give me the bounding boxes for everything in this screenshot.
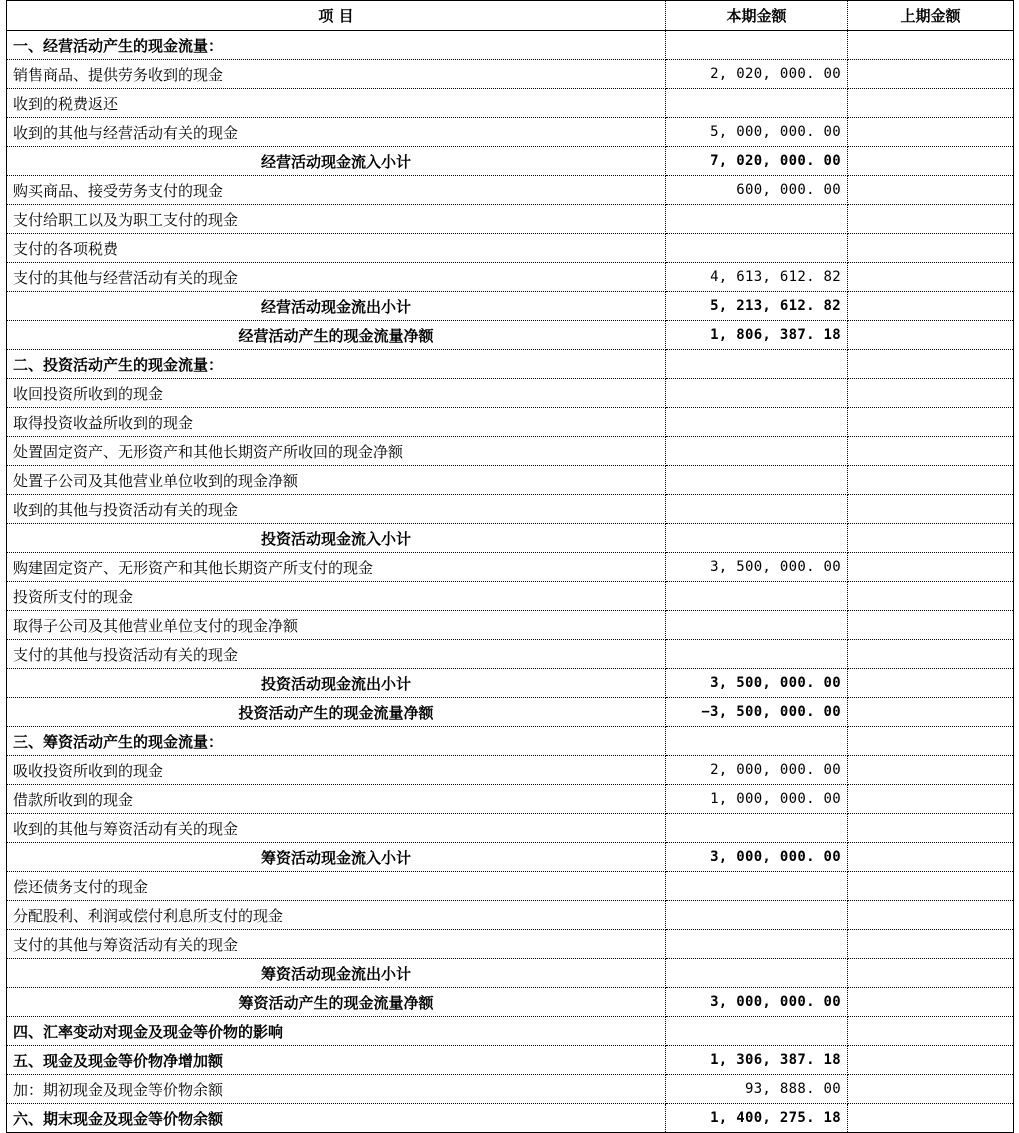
row-label: 六、期末现金及现金等价物余额 bbox=[7, 1104, 666, 1133]
row-current-amount: 5, 000, 000. 00 bbox=[666, 118, 848, 147]
row-label: 投资活动产生的现金流量净额 bbox=[7, 698, 666, 727]
row-current-amount: 600, 000. 00 bbox=[666, 176, 848, 205]
row-previous-amount bbox=[848, 640, 1014, 669]
table-row bbox=[7, 495, 1014, 524]
row-previous-amount bbox=[848, 263, 1014, 292]
row-previous-amount bbox=[848, 292, 1014, 321]
table-row bbox=[7, 176, 1014, 205]
row-previous-amount bbox=[848, 698, 1014, 727]
row-current-amount bbox=[666, 582, 848, 611]
row-label: 购建固定资产、无形资产和其他长期资产所支付的现金 bbox=[7, 553, 666, 582]
row-previous-amount bbox=[848, 234, 1014, 263]
row-previous-amount bbox=[848, 176, 1014, 205]
table-row bbox=[7, 321, 1014, 350]
row-previous-amount bbox=[848, 1046, 1014, 1075]
table-row bbox=[7, 553, 1014, 582]
row-previous-amount bbox=[848, 843, 1014, 872]
row-previous-amount bbox=[848, 756, 1014, 785]
row-current-amount bbox=[666, 872, 848, 901]
row-current-amount bbox=[666, 524, 848, 553]
table-row bbox=[7, 582, 1014, 611]
row-label: 五、现金及现金等价物净增加额 bbox=[7, 1046, 666, 1075]
table-row bbox=[7, 408, 1014, 437]
table-row bbox=[7, 1104, 1014, 1133]
row-label: 投资所支付的现金 bbox=[7, 582, 666, 611]
row-label: 偿还债务支付的现金 bbox=[7, 872, 666, 901]
row-current-amount bbox=[666, 901, 848, 930]
row-label: 吸收投资所收到的现金 bbox=[7, 756, 666, 785]
row-current-amount bbox=[666, 408, 848, 437]
table-row bbox=[7, 350, 1014, 379]
row-label: 加：期初现金及现金等价物余额 bbox=[7, 1075, 666, 1104]
table-row bbox=[7, 611, 1014, 640]
row-label: 筹资活动现金流入小计 bbox=[7, 843, 666, 872]
row-label: 经营活动产生的现金流量净额 bbox=[7, 321, 666, 350]
table-row bbox=[7, 437, 1014, 466]
row-previous-amount bbox=[848, 60, 1014, 89]
row-current-amount bbox=[666, 930, 848, 959]
table-header-row bbox=[7, 1, 1014, 31]
row-label: 二、投资活动产生的现金流量： bbox=[7, 350, 666, 379]
row-current-amount: 1, 000, 000. 00 bbox=[666, 785, 848, 814]
row-current-amount: −3, 500, 000. 00 bbox=[666, 698, 848, 727]
row-label: 支付的其他与筹资活动有关的现金 bbox=[7, 930, 666, 959]
row-current-amount: 3, 000, 000. 00 bbox=[666, 843, 848, 872]
row-current-amount: 1, 400, 275. 18 bbox=[666, 1104, 848, 1133]
row-current-amount: 1, 306, 387. 18 bbox=[666, 1046, 848, 1075]
row-label: 借款所收到的现金 bbox=[7, 785, 666, 814]
row-label: 收到的其他与筹资活动有关的现金 bbox=[7, 814, 666, 843]
row-current-amount bbox=[666, 959, 848, 988]
row-current-amount bbox=[666, 437, 848, 466]
table-row bbox=[7, 292, 1014, 321]
row-current-amount: 1, 806, 387. 18 bbox=[666, 321, 848, 350]
table-row bbox=[7, 901, 1014, 930]
row-previous-amount bbox=[848, 408, 1014, 437]
row-current-amount: 4, 613, 612. 82 bbox=[666, 263, 848, 292]
table-row bbox=[7, 669, 1014, 698]
row-current-amount: 5, 213, 612. 82 bbox=[666, 292, 848, 321]
row-label: 四、汇率变动对现金及现金等价物的影响 bbox=[7, 1017, 666, 1046]
row-current-amount: 7, 020, 000. 00 bbox=[666, 147, 848, 176]
column-header-previous-amount: 上期金额 bbox=[848, 1, 1014, 31]
row-previous-amount bbox=[848, 205, 1014, 234]
row-previous-amount bbox=[848, 379, 1014, 408]
row-label: 购买商品、接受劳务支付的现金 bbox=[7, 176, 666, 205]
row-previous-amount bbox=[848, 872, 1014, 901]
row-label: 收到的税费返还 bbox=[7, 89, 666, 118]
table-row bbox=[7, 843, 1014, 872]
row-label: 支付的其他与经营活动有关的现金 bbox=[7, 263, 666, 292]
table-row bbox=[7, 31, 1014, 60]
row-current-amount bbox=[666, 1017, 848, 1046]
row-current-amount bbox=[666, 205, 848, 234]
row-current-amount: 93, 888. 00 bbox=[666, 1075, 848, 1104]
table-row bbox=[7, 379, 1014, 408]
row-label: 筹资活动产生的现金流量净额 bbox=[7, 988, 666, 1017]
row-previous-amount bbox=[848, 727, 1014, 756]
row-previous-amount bbox=[848, 930, 1014, 959]
row-current-amount: 3, 000, 000. 00 bbox=[666, 988, 848, 1017]
row-previous-amount bbox=[848, 959, 1014, 988]
table-row bbox=[7, 727, 1014, 756]
table-row bbox=[7, 814, 1014, 843]
row-label: 收回投资所收到的现金 bbox=[7, 379, 666, 408]
row-label: 支付给职工以及为职工支付的现金 bbox=[7, 205, 666, 234]
row-previous-amount bbox=[848, 1017, 1014, 1046]
row-label: 支付的各项税费 bbox=[7, 234, 666, 263]
row-previous-amount bbox=[848, 466, 1014, 495]
row-current-amount bbox=[666, 234, 848, 263]
row-label: 支付的其他与投资活动有关的现金 bbox=[7, 640, 666, 669]
row-current-amount bbox=[666, 379, 848, 408]
row-label: 筹资活动现金流出小计 bbox=[7, 959, 666, 988]
table-row bbox=[7, 640, 1014, 669]
row-previous-amount bbox=[848, 321, 1014, 350]
row-previous-amount bbox=[848, 350, 1014, 379]
table-row bbox=[7, 118, 1014, 147]
table-row bbox=[7, 234, 1014, 263]
row-previous-amount bbox=[848, 31, 1014, 60]
column-header-current-amount: 本期金额 bbox=[666, 1, 848, 31]
row-previous-amount bbox=[848, 1104, 1014, 1133]
row-previous-amount bbox=[848, 669, 1014, 698]
row-label: 收到的其他与投资活动有关的现金 bbox=[7, 495, 666, 524]
row-label: 投资活动现金流入小计 bbox=[7, 524, 666, 553]
row-label: 三、筹资活动产生的现金流量： bbox=[7, 727, 666, 756]
table-row bbox=[7, 524, 1014, 553]
table-row bbox=[7, 1075, 1014, 1104]
row-current-amount bbox=[666, 611, 848, 640]
row-current-amount: 2, 020, 000. 00 bbox=[666, 60, 848, 89]
row-label: 处置固定资产、无形资产和其他长期资产所收回的现金净额 bbox=[7, 437, 666, 466]
table-row bbox=[7, 147, 1014, 176]
row-previous-amount bbox=[848, 814, 1014, 843]
row-label: 处置子公司及其他营业单位收到的现金净额 bbox=[7, 466, 666, 495]
table-row bbox=[7, 872, 1014, 901]
row-current-amount bbox=[666, 89, 848, 118]
row-label: 取得投资收益所收到的现金 bbox=[7, 408, 666, 437]
row-current-amount bbox=[666, 727, 848, 756]
row-label: 投资活动现金流出小计 bbox=[7, 669, 666, 698]
table-row bbox=[7, 466, 1014, 495]
table-row bbox=[7, 785, 1014, 814]
row-current-amount bbox=[666, 814, 848, 843]
row-previous-amount bbox=[848, 118, 1014, 147]
row-label: 取得子公司及其他营业单位支付的现金净额 bbox=[7, 611, 666, 640]
table-row bbox=[7, 988, 1014, 1017]
table-row bbox=[7, 959, 1014, 988]
column-header-item: 项 目 bbox=[7, 1, 666, 31]
row-previous-amount bbox=[848, 785, 1014, 814]
table-body bbox=[7, 31, 1014, 1133]
row-label: 经营活动现金流入小计 bbox=[7, 147, 666, 176]
table-row bbox=[7, 89, 1014, 118]
cash-flow-statement-table bbox=[6, 0, 1014, 1133]
row-current-amount bbox=[666, 495, 848, 524]
row-previous-amount bbox=[848, 495, 1014, 524]
row-previous-amount bbox=[848, 611, 1014, 640]
row-label: 经营活动现金流出小计 bbox=[7, 292, 666, 321]
row-label: 收到的其他与经营活动有关的现金 bbox=[7, 118, 666, 147]
table-row bbox=[7, 930, 1014, 959]
row-previous-amount bbox=[848, 524, 1014, 553]
row-current-amount bbox=[666, 350, 848, 379]
table-row bbox=[7, 698, 1014, 727]
row-label: 分配股利、利润或偿付利息所支付的现金 bbox=[7, 901, 666, 930]
row-current-amount: 3, 500, 000. 00 bbox=[666, 553, 848, 582]
row-previous-amount bbox=[848, 988, 1014, 1017]
row-previous-amount bbox=[848, 553, 1014, 582]
row-previous-amount bbox=[848, 89, 1014, 118]
row-previous-amount bbox=[848, 582, 1014, 611]
table-row bbox=[7, 205, 1014, 234]
row-label: 一、经营活动产生的现金流量： bbox=[7, 31, 666, 60]
row-previous-amount bbox=[848, 437, 1014, 466]
row-label: 销售商品、提供劳务收到的现金 bbox=[7, 60, 666, 89]
row-current-amount: 2, 000, 000. 00 bbox=[666, 756, 848, 785]
table-row bbox=[7, 263, 1014, 292]
row-previous-amount bbox=[848, 1075, 1014, 1104]
row-current-amount: 3, 500, 000. 00 bbox=[666, 669, 848, 698]
table-row bbox=[7, 1046, 1014, 1075]
table-row bbox=[7, 1017, 1014, 1046]
row-current-amount bbox=[666, 31, 848, 60]
table-row bbox=[7, 60, 1014, 89]
row-previous-amount bbox=[848, 147, 1014, 176]
row-previous-amount bbox=[848, 901, 1014, 930]
row-current-amount bbox=[666, 640, 848, 669]
table-row bbox=[7, 756, 1014, 785]
row-current-amount bbox=[666, 466, 848, 495]
